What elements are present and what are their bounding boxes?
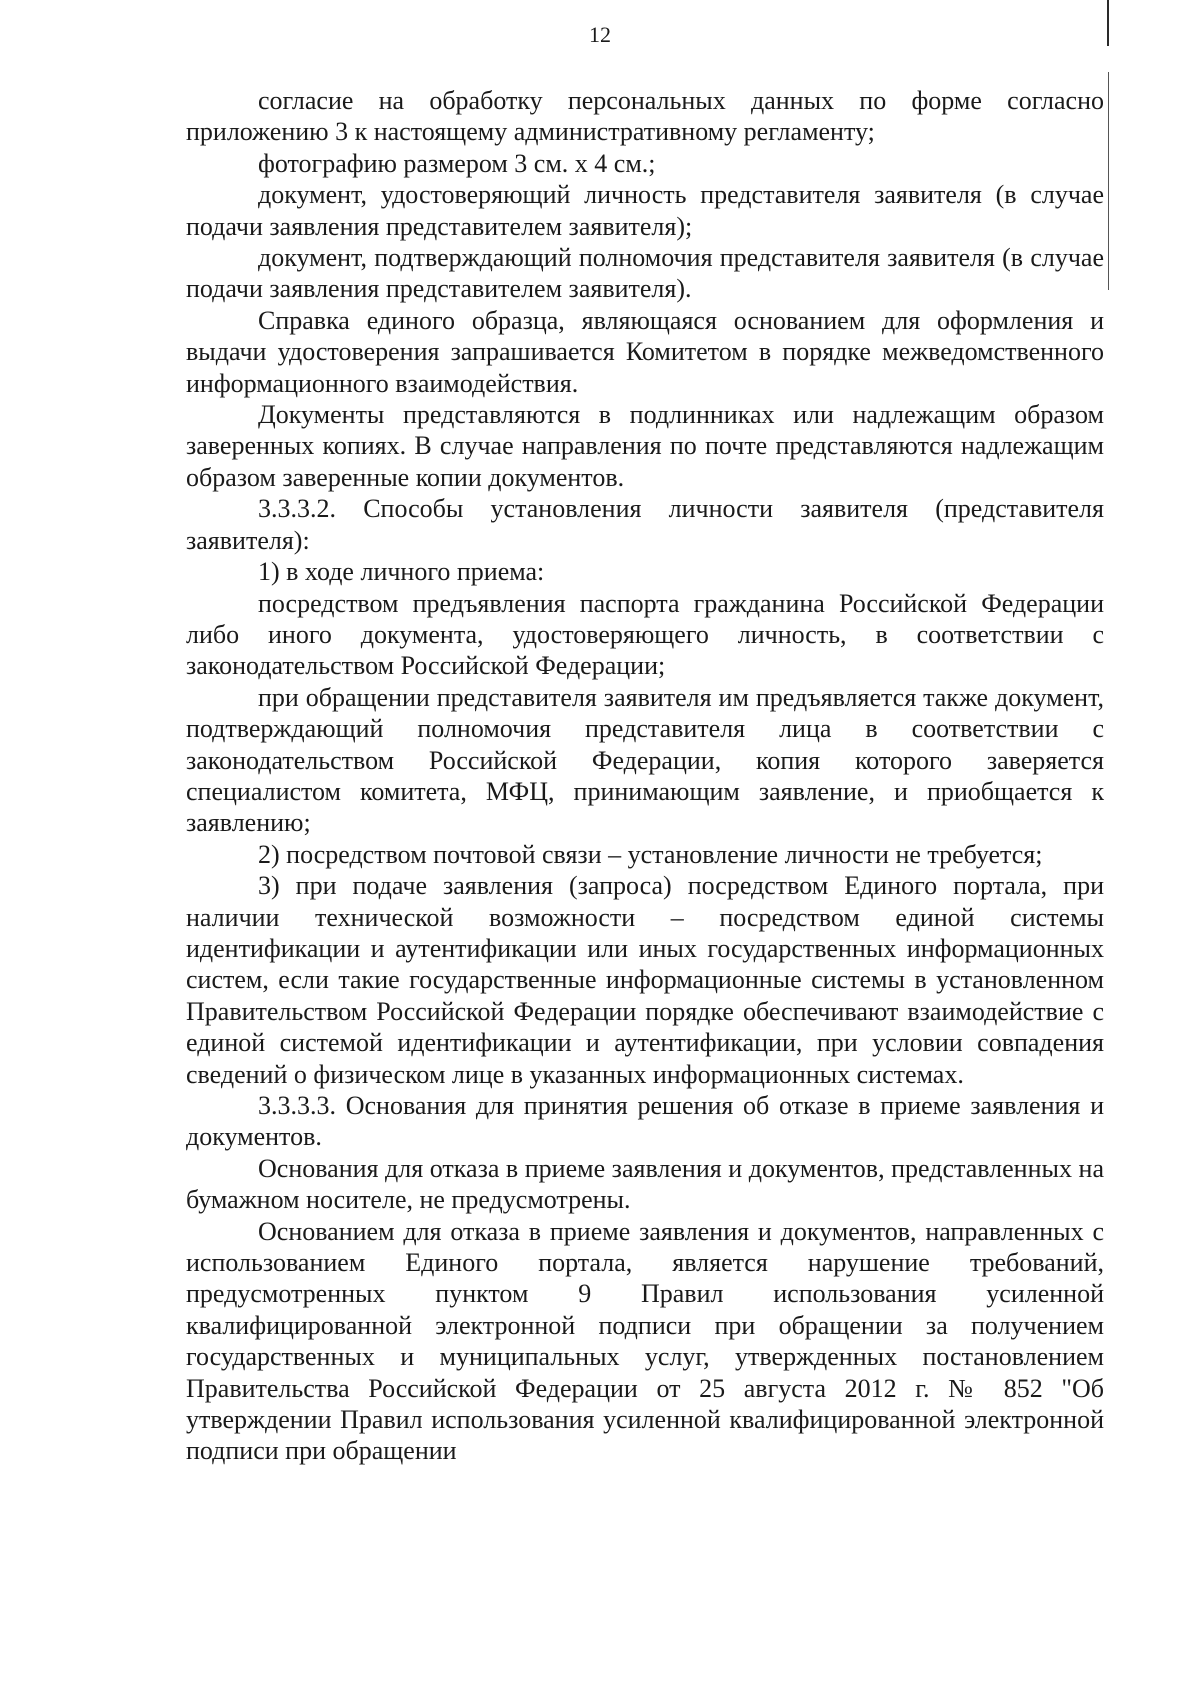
paragraph: при обращении представителя заявителя им предъявляется также документ, подтверждающий полномочия представителя лица в соответствии с законодательством Российской Федерации, копия которого заверяется специалистом комитета, МФЦ, принимающим заявление, и приобщается к заявлению;	[186, 682, 1104, 838]
paragraph: документ, удостоверяющий личность представителя заявителя (в случае подачи заявления представителем заявителя);	[186, 180, 1104, 241]
section-heading: 3.3.3.2. Способы установления личности заявителя (представителя заявителя):	[186, 494, 1104, 555]
paragraph: документ, подтверждающий полномочия представителя заявителя (в случае подачи заявления представителем заявителя).	[186, 243, 1104, 304]
paragraph: Документы представляются в подлинниках или надлежащим образом заверенных копиях. В случае направления по почте представляются надлежащим образом заверенные копии документов.	[186, 400, 1104, 492]
paragraph: посредством предъявления паспорта гражданина Российской Федерации либо иного документа, удостоверяющего личность, в соответствии с законодательством Российской Федерации;	[186, 588, 1104, 681]
list-item: 2) посредством почтовой связи – установление личности не требуется;	[258, 839, 1043, 869]
section-heading: 3.3.3.3. Основания для принятия решения об отказе в приеме заявления и документов.	[186, 1091, 1104, 1152]
page-number: 12	[589, 22, 611, 47]
paragraph: Основания для отказа в приеме заявления и документов, представленных на бумажном носителе, не предусмотрены.	[186, 1153, 1104, 1215]
paragraph: Справка единого образца, являющаяся основанием для оформления и выдачи удостоверения запрашивается Комитетом в порядке межведомственного информационного взаимодействия.	[186, 305, 1104, 398]
document-body	[186, 85, 1104, 1467]
list-item: 1) в ходе личного приема:	[258, 557, 545, 587]
scan-edge-line	[1108, 72, 1109, 290]
paragraph: фотографию размером 3 см. х 4 см.;	[258, 148, 656, 178]
paragraph: согласие на обработку персональных данных по форме согласно приложению 3 к настоящему административному регламенту;	[186, 86, 1104, 147]
paragraph: Основанием для отказа в приеме заявления и документов, направленных с использованием Единого портала, является нарушение требований, предусмотренных пунктом 9 Правил использования усиленной квалифицированной электронной подписи при обращении за получением государственных и муниципальных услуг, утвержденных постановлением Правительства Российской Федерации от 25 августа 2012 г. № 852 "Об утверждении Правил использования усиленной квалифицированной электронной подписи при обращении	[186, 1216, 1104, 1466]
list-item: 3) при подаче заявления (запроса) посредством Единого портала, при наличии технической возможности – посредством единой системы идентификации и аутентификации или иных государственных информационных систем, если такие государственные информационные системы в установленном Правительством Российской Федерации порядке обеспечивают взаимодействие с единой системой идентификации и аутентификации, при условии совпадения сведений о физическом лице в указанных информационных системах.	[186, 871, 1104, 1089]
